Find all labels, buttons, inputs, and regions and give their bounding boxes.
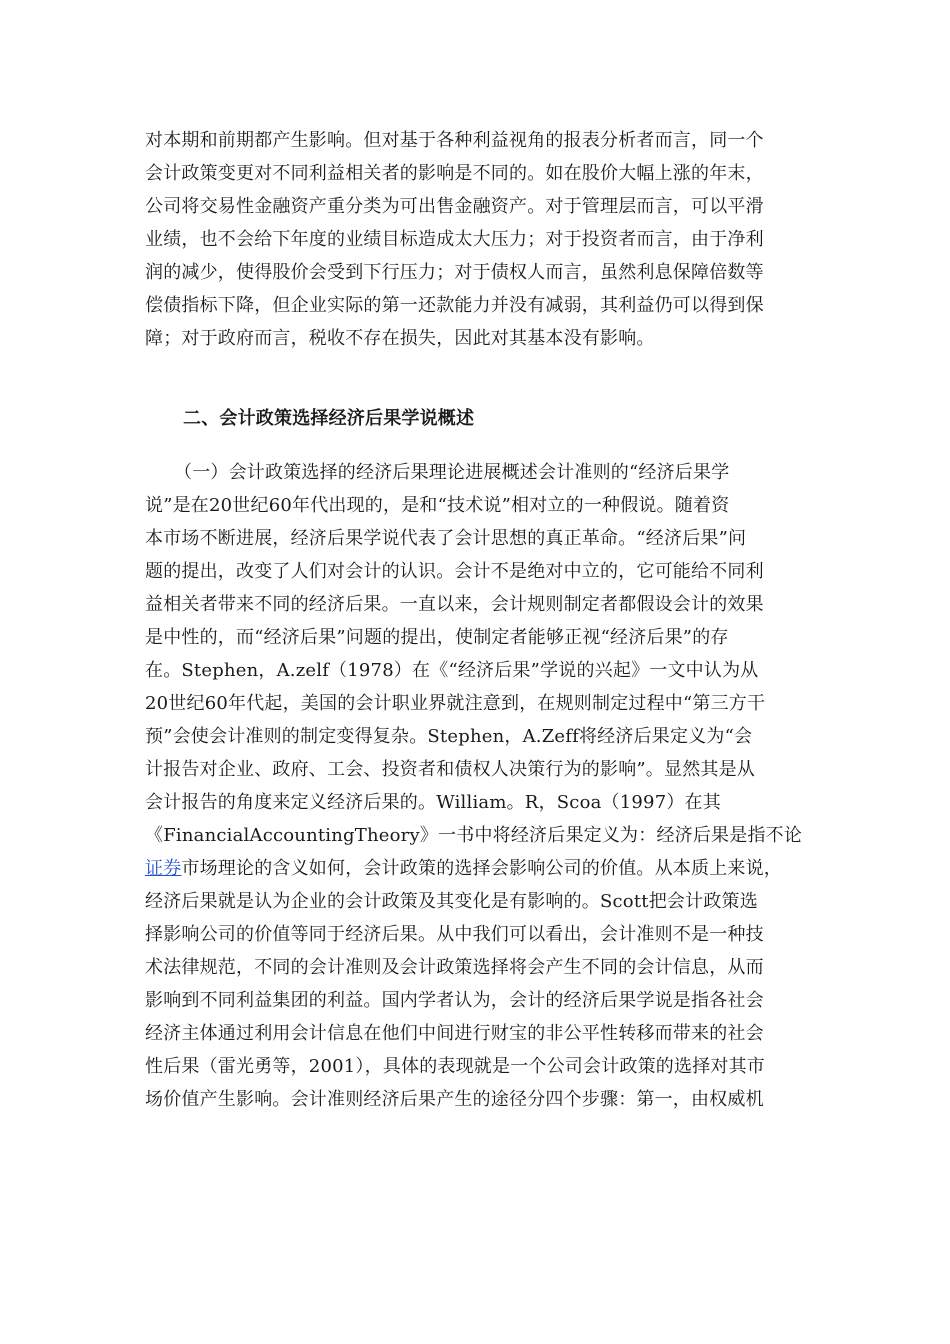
text-line: 择影响公司的价值等同于经济后果。从中我们可以看出，会计准则不是一种技	[145, 924, 764, 945]
text-line: 是中性的，而“经济后果”问题的提出，使制定者能够正视“经济后果”的存	[145, 627, 729, 648]
text-line: 说”是在20世纪60年代出现的，是和“技术说”相对立的一种假说。随着资	[145, 495, 730, 516]
text-line: 影响到不同利益集团的利益。国内学者认为，会计的经济后果学说是指各社会	[145, 990, 764, 1011]
text-line: 预”会使会计准则的制定变得复杂。Stephen，A.Zeff将经济后果定义为“会	[145, 726, 753, 747]
text-line: 术法律规范，不同的会计准则及会计政策选择将会产生不同的会计信息，从而	[145, 957, 764, 978]
text-line: 对本期和前期都产生影响。但对基于各种利益视角的报表分析者而言，同一个	[145, 130, 764, 151]
text-line: 会计政策变更对不同利益相关者的影响是不同的。如在股价大幅上涨的年末，	[145, 163, 764, 184]
section-heading: 二、会计政策选择经济后果学说概述	[183, 408, 475, 429]
text-line: 本市场不断进展，经济后果学说代表了会计思想的真正革命。“经济后果”问	[145, 528, 747, 549]
text-line: 润的减少，使得股价会受到下行压力；对于债权人而言，虽然利息保障倍数等	[145, 262, 764, 283]
link-line-rest: 市场理论的含义如何，会计政策的选择会影响公司的价值。从本质上来说，	[181, 858, 783, 879]
text-line: 经济后果就是认为企业的会计政策及其变化是有影响的。Scott把会计政策选	[145, 891, 758, 912]
securities-link[interactable]: 证券	[145, 858, 182, 879]
text-line: 经济主体通过利用会计信息在他们中间进行财宝的非公平性转移而带来的社会	[145, 1023, 764, 1044]
text-line: 性后果（雷光勇等，2001），具体的表现就是一个公司会计政策的选择对其市	[145, 1056, 766, 1077]
text-line: 在。Stephen，A.zelf（1978）在《“经济后果”学说的兴起》一文中认为从	[145, 660, 759, 681]
text-line: 偿债指标下降，但企业实际的第一还款能力并没有减弱，其利益仍可以得到保	[145, 295, 764, 316]
text-line: 障；对于政府而言，税收不存在损失，因此对其基本没有影响。	[145, 328, 655, 349]
text-line: 公司将交易性金融资产重分类为可出售金融资产。对于管理层而言，可以平滑	[145, 196, 764, 217]
text-line: 会计报告的角度来定义经济后果的。William。R，Scoa（1997）在其	[145, 792, 721, 813]
text-line: 业绩，也不会给下年度的业绩目标造成太大压力；对于投资者而言，由于净利	[145, 229, 764, 250]
text-line: 题的提出，改变了人们对会计的认识。会计不是绝对中立的，它可能给不同利	[145, 561, 764, 582]
text-line	[145, 858, 782, 880]
text-line: 计报告对企业、政府、工会、投资者和债权人决策行为的影响”。显然其是从	[145, 759, 755, 780]
text-line: （一）会计政策选择的经济后果理论进展概述会计准则的“经济后果学	[174, 462, 730, 483]
text-line: 20世纪60年代起，美国的会计职业界就注意到，在规则制定过程中“第三方干	[145, 693, 766, 714]
text-line: 《FinancialAccountingTheory》一书中将经济后果定义为：经济后果是指不论	[145, 825, 803, 846]
text-line: 场价值产生影响。会计准则经济后果产生的途径分四个步骤：第一，由权威机	[145, 1089, 764, 1110]
text-line: 益相关者带来不同的经济后果。一直以来，会计规则制定者都假设会计的效果	[145, 594, 764, 615]
